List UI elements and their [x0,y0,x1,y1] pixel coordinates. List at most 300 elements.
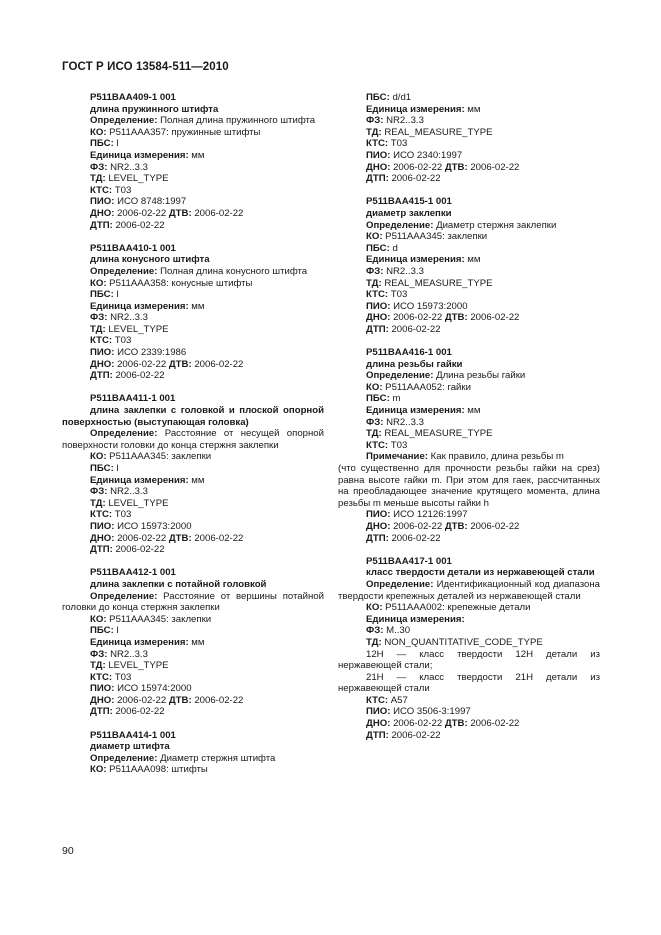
field-line [62,428,324,451]
field-value: NR2..3.3 [107,312,148,324]
field-value: Расстояние от несущей опорной поверхности головки до конца стержня заклепки [62,428,324,451]
field-line [62,138,324,150]
field-label: Единица измерения: [90,149,189,161]
field-line [62,370,324,382]
field-label: ДТП: [366,532,389,544]
field-value: 2006-02-22 [467,312,520,324]
field-value: ИСО 2340:1997 [390,149,463,161]
field-label: КТС: [90,184,113,196]
field-value: l [113,289,119,301]
entry-name-text: диаметр штифта [90,741,170,753]
field-line [338,370,600,382]
field-value: 2006-02-22 [390,718,445,730]
field-value: P511AAA345: заклепки [106,613,212,625]
field-value: Идентификационный код диапазона твердости крепежных деталей из нержавеющей стали [338,578,600,602]
field-label: КО: [90,277,107,289]
field-value: мм [188,636,205,648]
field-value: 2006-02-22 [191,532,244,544]
field-line [338,730,600,742]
entry-name [338,567,600,579]
field-line [338,417,600,429]
field-line [62,637,324,649]
field-line [62,672,324,684]
field-label: ПИО: [366,509,391,521]
field-line [338,602,600,614]
field-label: Определение: [90,752,158,764]
field-value: REAL_MEASURE_TYPE [381,126,493,138]
field-line [62,498,324,510]
field-value: 2006-02-22 [390,520,445,532]
entry-name [62,254,324,266]
entry-name [62,405,324,428]
field-line [338,695,600,707]
field-value: A57 [388,694,408,706]
field-label: ТД: [366,636,382,648]
field-value: NR2..3.3 [383,265,424,277]
field-value: ИСО 2339:1986 [114,347,187,359]
entry-name [338,208,600,220]
field-line [338,138,600,150]
field-label: ДТП: [90,544,113,556]
entry-name-text: длина заклепки с потайной головкой [90,578,267,590]
field-line [338,440,600,452]
field-label: КТС: [90,509,113,521]
field-label: ДНО: [90,532,115,544]
field-label: ДТВ: [444,312,468,324]
field-value: Диаметр стержня штифта [157,752,276,764]
field-value: мм [464,103,481,115]
field-line [62,649,324,661]
field-value: T03 [112,335,132,347]
field-value: l [113,625,119,637]
field-label: Единица измерения: [90,300,189,312]
field-value: LEVEL_TYPE [105,660,169,672]
field-line [62,591,324,614]
field-label: ПБС: [90,138,114,150]
field-value: 2006-02-22 [112,544,165,556]
field-value: LEVEL_TYPE [105,497,169,509]
field-label: Единица измерения: [366,254,465,266]
field-label: ТД: [366,277,382,289]
entry-id-text: P511BAA409-1 001 [90,92,176,103]
field-label: ДТВ: [168,532,192,544]
field-label: ПБС: [90,463,114,474]
field-value: ИСО 15973:2000 [390,300,468,312]
field-line [338,428,600,440]
field-value: NR2..3.3 [383,416,424,428]
field-value: 21H — класс твердости 21H детали из нержавеющей стали [338,671,600,695]
field-line [62,486,324,498]
field-line [338,243,600,255]
field-label: ПИО: [366,706,391,718]
field-line [62,451,324,463]
field-line [62,173,324,185]
field-label: ФЗ: [366,265,384,277]
field-line [338,637,600,649]
field-label: КТС: [90,671,113,683]
field-line [338,521,600,533]
field-label: КТС: [366,138,389,150]
field-label: ФЗ: [90,312,108,324]
field-value: 2006-02-22 [388,173,441,185]
field-line [338,324,600,336]
field-line [62,753,324,765]
field-label: Определение: [366,578,434,590]
field-value: мм [188,300,205,312]
field-line [62,162,324,174]
field-line [62,706,324,718]
field-line [338,649,600,672]
field-label: Определение: [366,370,434,382]
field-label: КО: [366,231,383,243]
field-label: КО: [90,126,107,138]
entry-name-text: диаметр заклепки [366,207,452,219]
field-value: Полная длина конусного штифта [157,265,308,277]
entry-id-text: P511BAA411-1 001 [90,393,176,405]
field-label: Определение: [90,428,158,440]
field-label: ДНО: [90,358,115,370]
field-value: P511AAA345: заклепки [382,231,488,243]
field-line [62,533,324,545]
field-value: 2006-02-22 [467,520,520,532]
field-value: 2006-02-22 [112,219,165,231]
entry-name [62,104,324,116]
field-line [62,625,324,637]
field-value: NON_QUANTITATIVE_CODE_TYPE [381,636,543,648]
field-label: Единица измерения: [366,613,465,625]
field-value: мм [464,405,481,417]
field-label: ПИО: [366,300,391,312]
field-value: T03 [388,289,408,301]
field-line [62,289,324,301]
field-value: 12H — класс твердости 12H детали из нержавеющей стали; [338,648,600,672]
entry-name [62,741,324,753]
entry-name [338,359,600,371]
field-value: Диаметр стержня заклепки [433,219,557,231]
field-label: КТС: [90,335,113,347]
field-label: ФЗ: [366,625,384,637]
field-label: Определение: [90,115,158,127]
field-line [338,220,600,232]
field-label: ДТВ: [444,161,468,173]
field-line [338,231,600,243]
field-value: P511AAA002: крепежные детали [382,602,531,614]
field-label: ТД: [366,428,382,440]
entry-name-text: длина заклепки с головкой и плоской опорной поверхностью (выступающая головка) [62,405,324,428]
entry-block [338,347,600,544]
right-column [338,92,600,753]
field-label: ДТП: [366,173,389,185]
field-value: m [389,393,401,405]
field-line [62,463,324,475]
field-line [62,509,324,521]
field-value: ИСО 3506-3:1997 [390,706,471,718]
field-line [338,672,600,695]
field-label: ПИО: [90,520,115,532]
field-line [62,359,324,371]
field-label: ДТВ: [168,694,192,706]
field-value: 2006-02-22 [467,161,520,173]
field-label: КО: [90,613,107,625]
field-value: d/d1 [389,92,412,103]
field-value: 2006-02-22 [114,358,169,370]
field-value: REAL_MEASURE_TYPE [381,428,493,440]
field-value: P511AAA098: штифты [106,764,208,776]
field-value: Длина резьбы гайки [433,370,526,382]
entry-id [62,243,324,255]
field-label: ПИО: [90,683,115,695]
field-label: Примечание: [366,451,428,463]
field-label: ТД: [366,126,382,138]
field-value: Как правило, длина резьбы m [427,451,564,463]
field-line [62,764,324,776]
field-value: LEVEL_TYPE [105,173,169,185]
field-label: ПИО: [90,347,115,359]
field-line [62,301,324,313]
field-value: ИСО 12126:1997 [390,509,468,521]
field-value: мм [188,474,205,486]
field-label: Определение: [366,219,434,231]
field-label: ДНО: [366,312,391,324]
field-label: ДТВ: [168,207,192,219]
field-line [338,115,600,127]
note-paragraph [338,463,600,509]
field-value: мм [188,149,205,161]
field-value: NR2..3.3 [107,161,148,173]
field-line [338,278,600,290]
field-line [62,220,324,232]
field-value: T03 [388,439,408,451]
field-value: 2006-02-22 [112,706,165,718]
field-line [338,625,600,637]
field-value: 2006-02-22 [390,161,445,173]
field-value: d [389,242,398,254]
field-line [338,382,600,394]
field-value: l [113,138,119,150]
field-line [338,162,600,174]
field-label: ФЗ: [90,161,108,173]
field-value: NR2..3.3 [383,115,424,127]
field-line [338,614,600,626]
field-label: Определение: [90,590,158,602]
field-label: ПБС: [90,289,114,301]
field-value: ИСО 15974:2000 [114,683,192,695]
field-value: LEVEL_TYPE [105,323,169,335]
field-line [338,533,600,545]
entry-id [62,393,324,405]
entry-id [62,730,324,742]
field-line [62,150,324,162]
entry-block [338,556,600,742]
field-value: 2006-02-22 [388,729,441,741]
field-line [338,254,600,266]
field-value: T03 [388,138,408,150]
field-label: ДТП: [366,323,389,335]
field-label: ФЗ: [90,648,108,660]
field-value: 2006-02-22 [191,207,244,219]
entry-name-text: длина пружинного штифта [90,103,219,115]
field-label: ДТВ: [168,358,192,370]
field-line [62,127,324,139]
field-label: ПБС: [366,393,390,405]
field-line [62,196,324,208]
entry-id-text: P511BAA410-1 001 [90,242,176,254]
field-line [338,706,600,718]
field-label: КО: [90,451,107,463]
field-line [62,544,324,556]
field-label: ТД: [90,660,106,672]
field-label: КТС: [366,694,389,706]
field-line [62,266,324,278]
field-label: Единица измерения: [90,474,189,486]
field-label: ТД: [90,173,106,185]
field-line [62,335,324,347]
field-label: ДНО: [366,161,391,173]
field-label: ПБС: [366,242,390,254]
field-label: ДНО: [366,718,391,730]
field-line [338,289,600,301]
field-value: l [113,463,119,474]
field-value: M..30 [383,625,411,637]
entry-block [338,196,600,335]
left-column [62,92,324,788]
field-label: ДТП: [366,729,389,741]
field-label: ДТВ: [444,718,468,730]
field-value: Полная длина пружинного штифта [157,115,316,127]
field-label: ФЗ: [366,115,384,127]
field-line [338,579,600,602]
field-line [62,115,324,127]
entry-id-text: P511BAA416-1 001 [366,347,452,359]
field-line [338,301,600,313]
field-label: ДТВ: [444,520,468,532]
field-value: 2006-02-22 [388,323,441,335]
entry-id-text: P511BAA412-1 001 [90,567,176,579]
field-value: мм [464,254,481,266]
entry-name-text: класс твердости детали из нержавеющей стали [366,567,595,579]
field-value: P511AAA358: конусные штифты [106,277,253,289]
field-value: P511AAA345: заклепки [106,451,212,463]
entry-name [62,579,324,591]
entry-id [338,556,600,568]
field-label: ФЗ: [366,416,384,428]
entry-id [338,196,600,208]
field-label: Единица измерения: [366,103,465,115]
field-line [338,104,600,116]
entry-id [62,92,324,104]
entry-block [62,567,324,718]
field-line [62,660,324,672]
document-header: ГОСТ Р ИСО 13584-511—2010 [62,61,229,73]
entry-name-text: длина конусного штифта [90,254,210,266]
field-value: 2006-02-22 [191,358,244,370]
field-label: Единица измерения: [90,636,189,648]
field-label: КТС: [366,289,389,301]
field-line [62,683,324,695]
field-line [62,614,324,626]
field-label: КТС: [366,439,389,451]
field-value: Расстояние от вершины потайной головки до конца стержня заклепки [62,590,324,614]
field-value: ИСО 8748:1997 [114,196,187,208]
field-label: КО: [366,602,383,614]
field-label: КО: [366,381,383,393]
field-value: ИСО 15973:2000 [114,520,192,532]
field-line [62,278,324,290]
field-line [62,695,324,707]
field-line [338,718,600,730]
field-label: ПБС: [366,92,390,103]
field-line [338,266,600,278]
field-label: ПИО: [90,196,115,208]
field-line [62,208,324,220]
field-line [338,405,600,417]
field-line [62,185,324,197]
field-value: (что существенно для прочности резьбы гайки на срез) равна высоте гайки m. При этом для гаек, рассчитанных на преобладающее значение крутящего момента, длина резьбы m меньше высоты гайки h [338,463,600,509]
field-label: Определение: [90,265,158,277]
field-label: ДТП: [90,370,113,382]
field-value: 2006-02-22 [112,370,165,382]
field-value: P511AAA357: пружинные штифты [106,126,261,138]
entry-id-text: P511BAA415-1 001 [366,196,452,208]
field-value: 2006-02-22 [191,694,244,706]
field-value: REAL_MEASURE_TYPE [381,277,493,289]
field-line [62,475,324,487]
entry-block [62,92,324,231]
field-label: ДТП: [90,219,113,231]
field-line [338,393,600,405]
entry-block [62,393,324,555]
field-value: T03 [112,671,132,683]
entry-block [62,730,324,776]
field-label: ПБС: [90,625,114,637]
field-label: ДНО: [90,694,115,706]
field-value: T03 [112,184,132,196]
entry-id-text: P511BAA414-1 001 [90,729,176,741]
field-value: P511AAA052: гайки [382,381,471,393]
field-line [338,451,600,463]
field-label: ДНО: [366,520,391,532]
field-label: ДТП: [90,706,113,718]
field-value: 2006-02-22 [467,718,520,730]
entry-id [62,567,324,579]
field-value: 2006-02-22 [114,207,169,219]
field-value: 2006-02-22 [390,312,445,324]
field-value: NR2..3.3 [107,648,148,660]
field-line [338,92,600,104]
field-line [338,127,600,139]
field-value: 2006-02-22 [114,694,169,706]
field-line [62,324,324,336]
field-label: Единица измерения: [366,405,465,417]
field-label: ТД: [90,323,106,335]
entry-block [62,243,324,382]
field-line [338,312,600,324]
field-value: 2006-02-22 [114,532,169,544]
field-value: 2006-02-22 [388,532,441,544]
entry-id [338,347,600,359]
field-line [62,521,324,533]
field-value: NR2..3.3 [107,486,148,498]
field-value: T03 [112,509,132,521]
field-line [338,150,600,162]
field-label: ДНО: [90,207,115,219]
field-line [62,347,324,359]
field-line [338,509,600,521]
entry-id-text: P511BAA417-1 001 [366,555,452,567]
field-line [62,312,324,324]
field-label: ПИО: [366,149,391,161]
field-label: КО: [90,764,107,776]
